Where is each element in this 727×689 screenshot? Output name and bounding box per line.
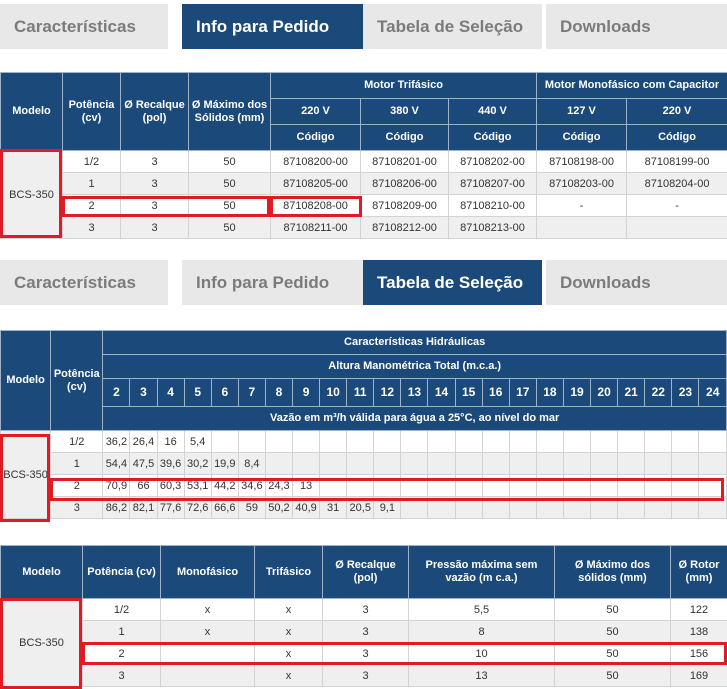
cell xyxy=(161,643,255,665)
flow-cell: 30,2 xyxy=(184,453,211,475)
potencia-cell: 3 xyxy=(51,497,103,519)
cell: x xyxy=(255,643,323,665)
flow-cell xyxy=(563,431,590,453)
cell: 122 xyxy=(671,599,727,621)
flow-cell: 70,9 xyxy=(103,475,130,497)
cell: 3 xyxy=(323,643,409,665)
flow-cell xyxy=(211,431,238,453)
flow-cell xyxy=(482,497,509,519)
flow-cell: 34,6 xyxy=(238,475,265,497)
header-monofasico: Monofásico xyxy=(161,546,255,599)
flow-cell: 13 xyxy=(293,475,320,497)
flow-cell xyxy=(482,453,509,475)
header-motor-monofasico: Motor Monofásico com Capacitor xyxy=(537,73,727,99)
flow-cell xyxy=(536,475,563,497)
flow-cell xyxy=(699,475,727,497)
header-voltage: 220 V xyxy=(627,99,727,125)
flow-cell xyxy=(699,497,727,519)
flow-cell: 8,4 xyxy=(238,453,265,475)
table-row xyxy=(1,151,727,173)
header-solidos: Ø Máximo dos Sólidos (mm) xyxy=(189,73,271,151)
flow-cell xyxy=(428,431,455,453)
height-header: 12 xyxy=(374,379,401,407)
flow-cell: 24,3 xyxy=(265,475,292,497)
table-row xyxy=(1,173,727,195)
flow-cell: 9,1 xyxy=(374,497,401,519)
cell: - xyxy=(537,195,627,217)
header-modelo: Modelo xyxy=(1,331,51,431)
cell: 3 xyxy=(63,217,121,239)
flow-cell: 31 xyxy=(320,497,347,519)
cell xyxy=(627,217,727,239)
flow-cell xyxy=(265,453,292,475)
cell: 3 xyxy=(121,173,189,195)
flow-cell xyxy=(645,453,672,475)
height-header: 21 xyxy=(618,379,645,407)
height-header: 15 xyxy=(455,379,482,407)
height-header: 22 xyxy=(645,379,672,407)
cell: 3 xyxy=(323,665,409,687)
tab-info-pedido[interactable]: Info para Pedido xyxy=(182,4,363,49)
cell: - xyxy=(627,195,727,217)
flow-cell xyxy=(509,497,536,519)
model-cell: BCS-350 xyxy=(1,151,63,239)
cell: 87108203-00 xyxy=(537,173,627,195)
cell: 3 xyxy=(121,195,189,217)
header-modelo: Modelo xyxy=(1,73,63,151)
cell: 50 xyxy=(189,217,271,239)
tab-gap xyxy=(168,4,182,49)
cell: 13 xyxy=(409,665,555,687)
tab-gap xyxy=(168,260,182,305)
flow-cell xyxy=(509,453,536,475)
mid-tab-bar xyxy=(0,260,727,305)
header-solidos: Ø Máximo dos sólidos (mm) xyxy=(555,546,671,599)
flow-cell xyxy=(455,431,482,453)
header-codigo: Código xyxy=(537,125,627,151)
flow-cell xyxy=(618,431,645,453)
order-info-table xyxy=(0,72,727,239)
flow-cell xyxy=(401,497,428,519)
height-header: 7 xyxy=(238,379,265,407)
flow-cell xyxy=(672,431,699,453)
flow-cell: 53,1 xyxy=(184,475,211,497)
flow-cell xyxy=(347,475,374,497)
header-motor-trifasico: Motor Trifásico xyxy=(271,73,537,99)
flow-cell xyxy=(455,453,482,475)
flow-cell: 59 xyxy=(238,497,265,519)
flow-cell xyxy=(591,431,618,453)
header-voltage: 127 V xyxy=(537,99,627,125)
cell: 5,5 xyxy=(409,599,555,621)
table-row xyxy=(1,599,727,621)
cell: 87108205-00 xyxy=(271,173,361,195)
height-header: 24 xyxy=(699,379,727,407)
height-header: 9 xyxy=(293,379,320,407)
cell: 2 xyxy=(63,195,121,217)
flow-cell xyxy=(618,453,645,475)
cell: 87108209-00 xyxy=(361,195,449,217)
header-trifasico: Trifásico xyxy=(255,546,323,599)
flow-cell xyxy=(293,431,320,453)
height-header: 20 xyxy=(591,379,618,407)
flow-cell xyxy=(509,475,536,497)
height-header: 23 xyxy=(672,379,699,407)
table-row xyxy=(1,453,727,475)
height-header: 4 xyxy=(157,379,184,407)
header-modelo: Modelo xyxy=(1,546,83,599)
model-cell: BCS-350 xyxy=(1,599,83,687)
cell: 3 xyxy=(121,151,189,173)
tab-downloads[interactable]: Downloads xyxy=(546,4,727,49)
header-recalque: Ø Recalque (pol) xyxy=(323,546,409,599)
flow-cell: 26,4 xyxy=(130,431,157,453)
table-row xyxy=(1,643,727,665)
specs-table xyxy=(0,545,727,687)
cell: x xyxy=(255,599,323,621)
cell: 1/2 xyxy=(83,599,161,621)
tab-caracteristicas[interactable]: Características xyxy=(0,260,168,305)
flow-cell xyxy=(347,431,374,453)
height-header: 8 xyxy=(265,379,292,407)
flow-cell: 77,6 xyxy=(157,497,184,519)
cell: 50 xyxy=(555,599,671,621)
flow-cell xyxy=(320,475,347,497)
flow-cell xyxy=(374,431,401,453)
header-hidraulicas: Características Hidráulicas xyxy=(103,331,727,355)
cell: x xyxy=(255,621,323,643)
cell: 3 xyxy=(323,599,409,621)
flow-cell xyxy=(265,431,292,453)
cell: 87108200-00 xyxy=(271,151,361,173)
header-codigo: Código xyxy=(271,125,361,151)
flow-cell xyxy=(591,453,618,475)
flow-cell xyxy=(618,475,645,497)
table-row xyxy=(1,431,727,453)
cell: 8 xyxy=(409,621,555,643)
cell: 87108212-00 xyxy=(361,217,449,239)
flow-cell: 16 xyxy=(157,431,184,453)
cell: 87108207-00 xyxy=(449,173,537,195)
header-codigo: Código xyxy=(361,125,449,151)
flow-cell xyxy=(428,475,455,497)
flow-cell xyxy=(645,497,672,519)
flow-cell xyxy=(455,497,482,519)
flow-cell xyxy=(238,431,265,453)
flow-cell xyxy=(428,453,455,475)
cell: 1 xyxy=(83,621,161,643)
flow-cell xyxy=(482,431,509,453)
cell: 87108199-00 xyxy=(627,151,727,173)
potencia-cell: 1/2 xyxy=(51,431,103,453)
flow-cell: 47,5 xyxy=(130,453,157,475)
header-voltage: 380 V xyxy=(361,99,449,125)
flow-cell xyxy=(482,475,509,497)
flow-cell: 82,1 xyxy=(130,497,157,519)
tab-info-pedido[interactable]: Info para Pedido xyxy=(182,260,363,305)
flow-cell xyxy=(428,497,455,519)
flow-cell xyxy=(509,431,536,453)
flow-cell xyxy=(591,475,618,497)
cell: 87108213-00 xyxy=(449,217,537,239)
flow-cell xyxy=(563,497,590,519)
flow-cell xyxy=(320,453,347,475)
flow-cell xyxy=(563,475,590,497)
cell: 87108201-00 xyxy=(361,151,449,173)
header-codigo: Código xyxy=(449,125,537,151)
height-header: 3 xyxy=(130,379,157,407)
header-potencia: Potência (cv) xyxy=(83,546,161,599)
header-codigo: Código xyxy=(627,125,727,151)
cell: 50 xyxy=(189,195,271,217)
flow-cell: 40,9 xyxy=(293,497,320,519)
table-row xyxy=(1,475,727,497)
tab-caracteristicas[interactable]: Características xyxy=(0,4,168,49)
flow-cell xyxy=(591,497,618,519)
cell: 87108198-00 xyxy=(537,151,627,173)
flow-cell xyxy=(374,475,401,497)
flow-cell: 19,9 xyxy=(211,453,238,475)
flow-cell: 50,2 xyxy=(265,497,292,519)
cell: 1/2 xyxy=(63,151,121,173)
cell: 50 xyxy=(189,173,271,195)
height-header: 13 xyxy=(401,379,428,407)
cell: 3 xyxy=(121,217,189,239)
height-header: 14 xyxy=(428,379,455,407)
top-tab-bar xyxy=(0,4,727,49)
flow-cell xyxy=(645,431,672,453)
height-header: 5 xyxy=(184,379,211,407)
cell: 3 xyxy=(323,621,409,643)
cell: 87108204-00 xyxy=(627,173,727,195)
potencia-cell: 1 xyxy=(51,453,103,475)
table-row xyxy=(1,621,727,643)
flow-cell xyxy=(672,497,699,519)
cell: x xyxy=(255,665,323,687)
tab-tabela-selecao[interactable]: Tabela de Seleção xyxy=(363,260,542,305)
flow-cell xyxy=(672,453,699,475)
height-header: 6 xyxy=(211,379,238,407)
cell: 1 xyxy=(63,173,121,195)
flow-cell: 86,2 xyxy=(103,497,130,519)
table-row xyxy=(1,217,727,239)
flow-cell: 66 xyxy=(130,475,157,497)
cell: 2 xyxy=(83,643,161,665)
flow-cell: 36,2 xyxy=(103,431,130,453)
flow-cell: 54,4 xyxy=(103,453,130,475)
height-header: 17 xyxy=(509,379,536,407)
cell: 138 xyxy=(671,621,727,643)
cell: 156 xyxy=(671,643,727,665)
tab-downloads[interactable]: Downloads xyxy=(546,260,727,305)
flow-cell: 60,3 xyxy=(157,475,184,497)
flow-cell xyxy=(645,475,672,497)
cell: 87108202-00 xyxy=(449,151,537,173)
cell xyxy=(537,217,627,239)
header-vazao: Vazão em m³/h válida para água a 25°C, ao nível do mar xyxy=(103,407,727,431)
flow-cell xyxy=(293,453,320,475)
height-header: 11 xyxy=(347,379,374,407)
model-cell: BCS-350 xyxy=(1,431,51,519)
height-header: 16 xyxy=(482,379,509,407)
header-potencia: Potência (cv) xyxy=(63,73,121,151)
selection-table xyxy=(0,330,727,519)
flow-cell: 5,4 xyxy=(184,431,211,453)
cell: 10 xyxy=(409,643,555,665)
header-recalque: Ø Recalque (pol) xyxy=(121,73,189,151)
cell: 50 xyxy=(189,151,271,173)
cell: 169 xyxy=(671,665,727,687)
flow-cell: 20,5 xyxy=(347,497,374,519)
flow-cell xyxy=(618,497,645,519)
cell: 87108211-00 xyxy=(271,217,361,239)
cell: 87108210-00 xyxy=(449,195,537,217)
table-row xyxy=(1,665,727,687)
header-rotor: Ø Rotor (mm) xyxy=(671,546,727,599)
cell: 50 xyxy=(555,643,671,665)
cell: x xyxy=(161,599,255,621)
flow-cell: 66,6 xyxy=(211,497,238,519)
cell: 87108208-00 xyxy=(271,195,361,217)
height-header: 19 xyxy=(563,379,590,407)
flow-cell: 39,6 xyxy=(157,453,184,475)
flow-cell xyxy=(536,497,563,519)
height-header: 18 xyxy=(536,379,563,407)
flow-cell xyxy=(699,453,727,475)
cell: 50 xyxy=(555,621,671,643)
tab-tabela-selecao[interactable]: Tabela de Seleção xyxy=(363,4,542,49)
height-header: 10 xyxy=(320,379,347,407)
flow-cell xyxy=(320,431,347,453)
header-voltage: 440 V xyxy=(449,99,537,125)
flow-cell xyxy=(536,431,563,453)
flow-cell xyxy=(536,453,563,475)
cell xyxy=(161,665,255,687)
table-row xyxy=(1,497,727,519)
cell: 87108206-00 xyxy=(361,173,449,195)
flow-cell xyxy=(563,453,590,475)
cell: 50 xyxy=(555,665,671,687)
flow-cell xyxy=(347,453,374,475)
potencia-cell: 2 xyxy=(51,475,103,497)
header-voltage: 220 V xyxy=(271,99,361,125)
table-row xyxy=(1,195,727,217)
flow-cell xyxy=(401,431,428,453)
flow-cell: 44,2 xyxy=(211,475,238,497)
cell: x xyxy=(161,621,255,643)
flow-cell: 72,6 xyxy=(184,497,211,519)
flow-cell xyxy=(455,475,482,497)
flow-cell xyxy=(374,453,401,475)
header-pressao: Pressão máxima sem vazão (m c.a.) xyxy=(409,546,555,599)
header-potencia: Potência (cv) xyxy=(51,331,103,431)
cell: 3 xyxy=(83,665,161,687)
height-header: 2 xyxy=(103,379,130,407)
flow-cell xyxy=(401,475,428,497)
flow-cell xyxy=(401,453,428,475)
header-altura: Altura Manométrica Total (m.c.a.) xyxy=(103,355,727,379)
flow-cell xyxy=(672,475,699,497)
flow-cell xyxy=(699,431,727,453)
